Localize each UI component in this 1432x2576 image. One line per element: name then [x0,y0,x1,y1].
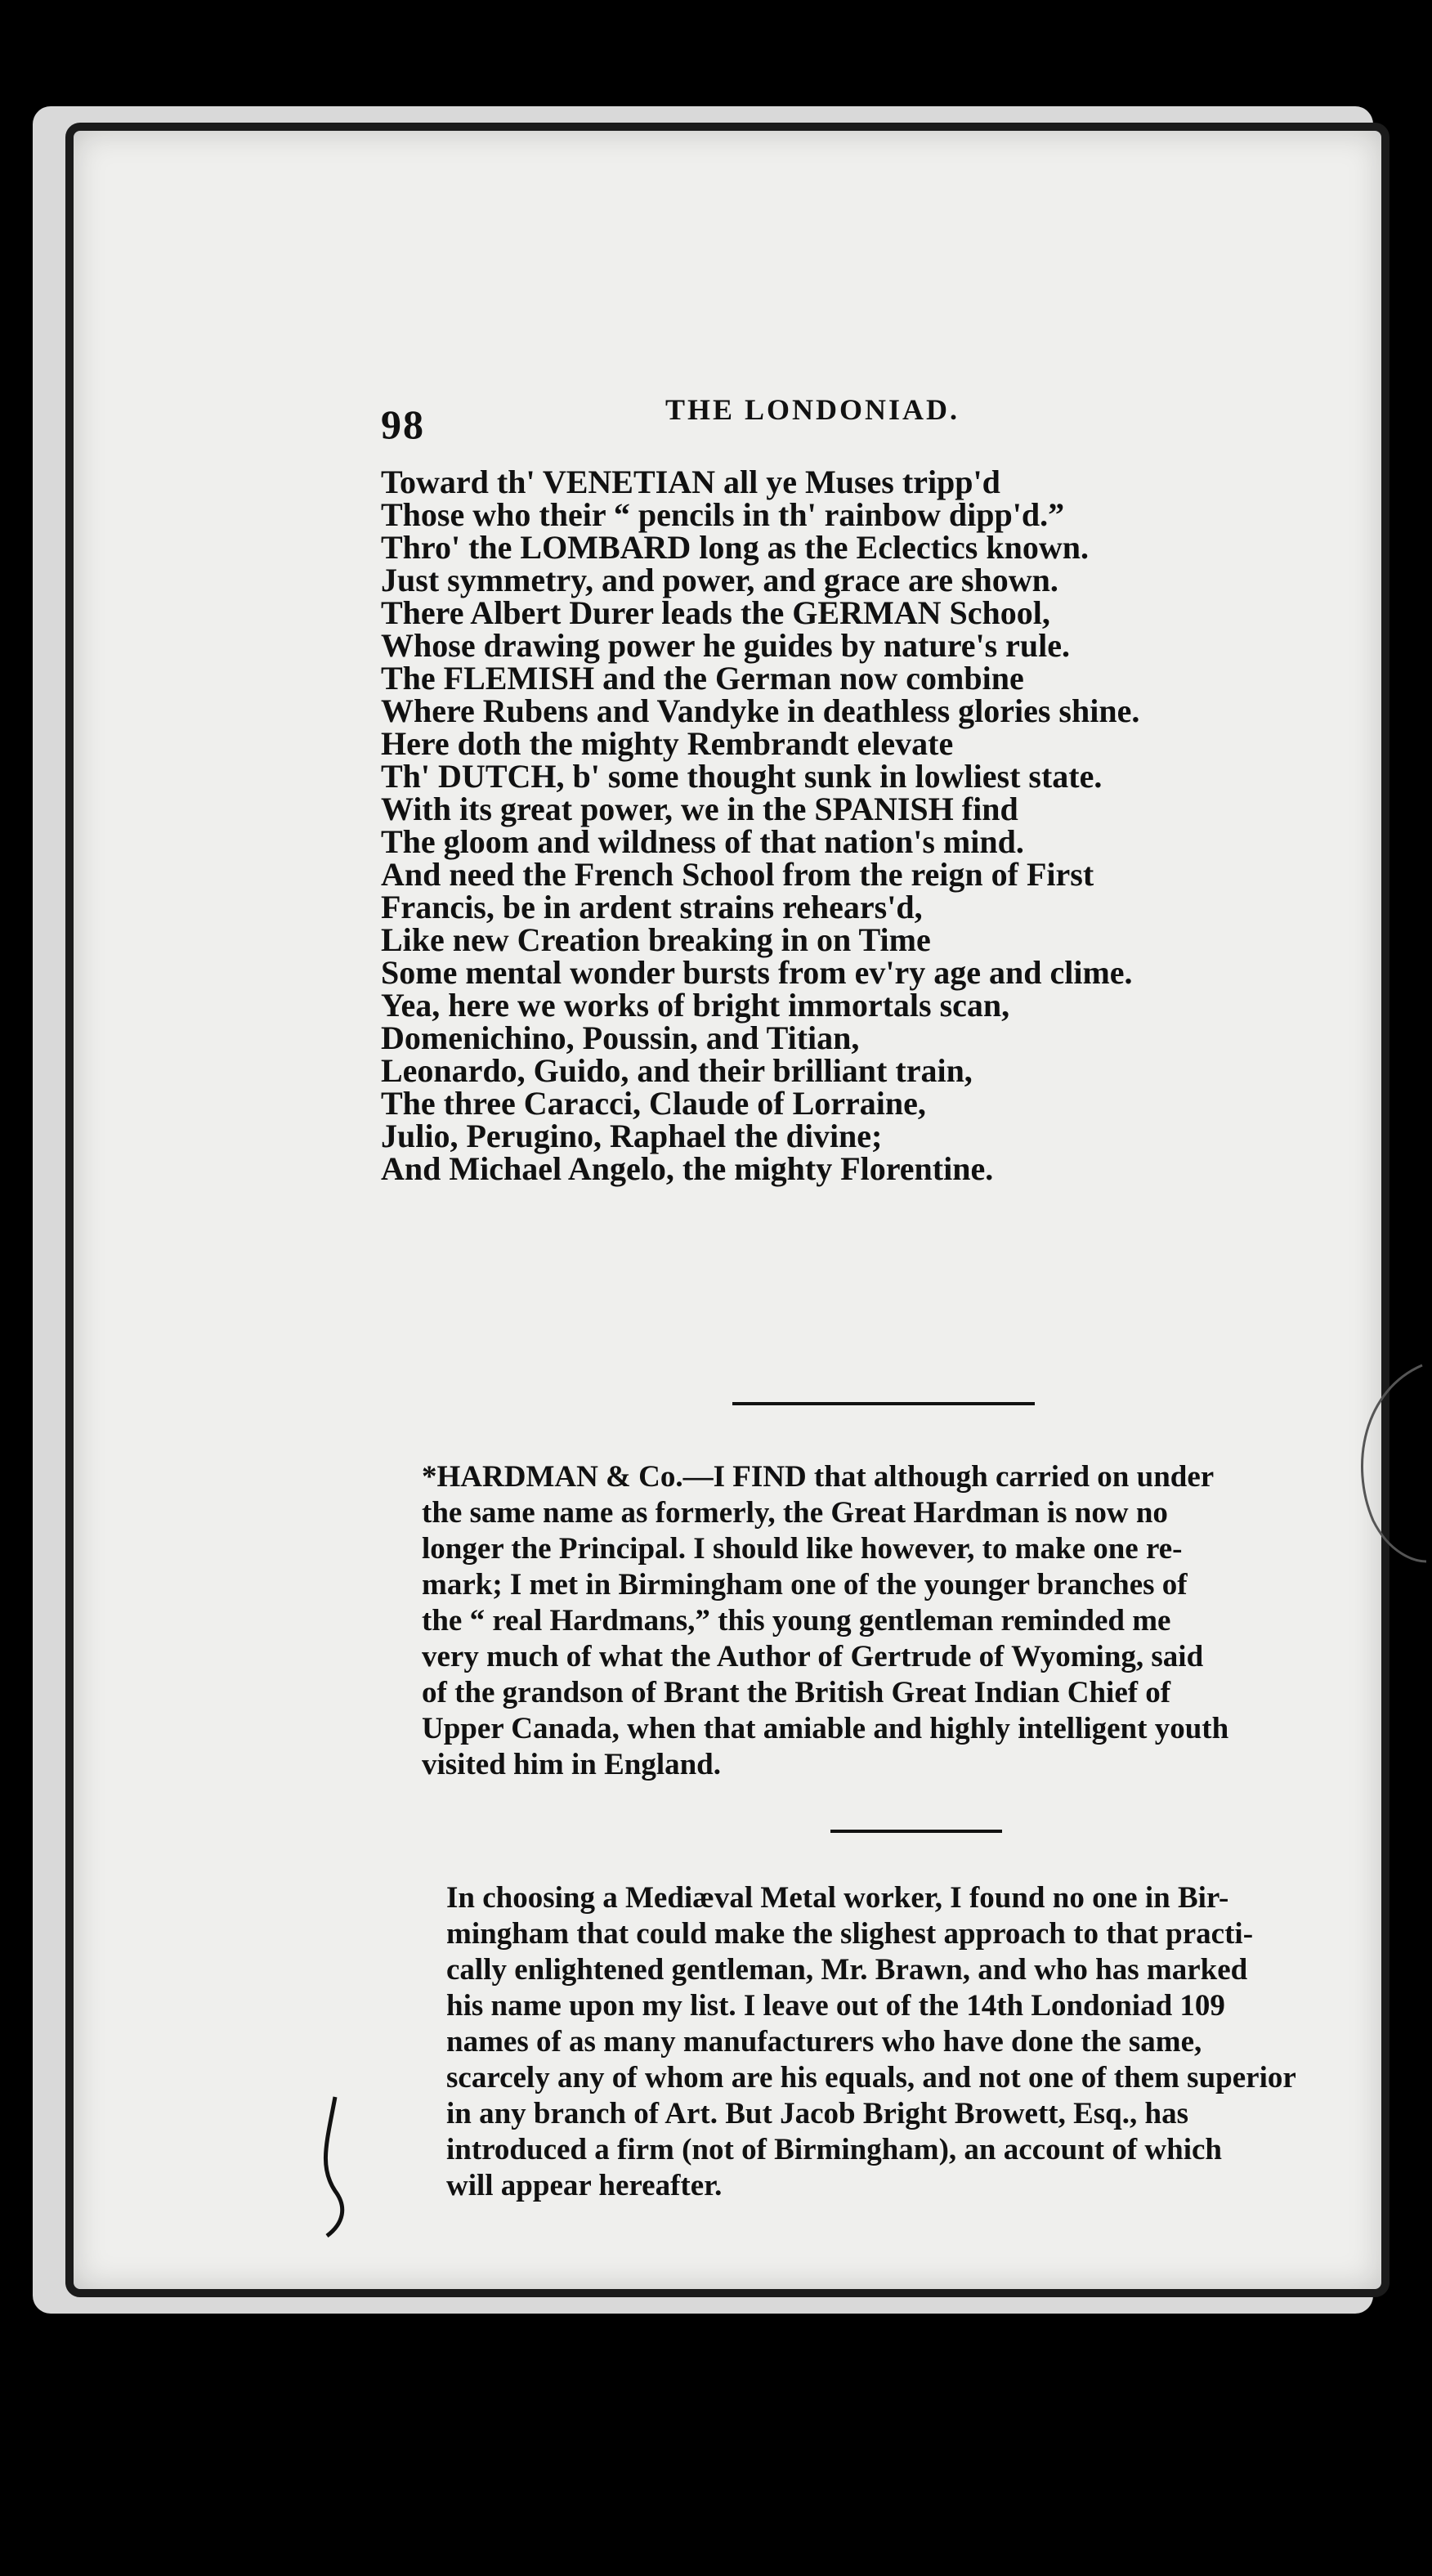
note-line: the same name as formerly, the Great Hardman is now no [422,1496,1168,1530]
poem-line: Francis, be in ardent strains rehears'd, [381,889,923,925]
poem-line: The FLEMISH and the German now combine [381,660,1024,697]
note-line: Upper Canada, when that amiable and highly intelligent youth [422,1712,1229,1745]
note-line: the “ real Hardmans,” this young gentleman reminded me [422,1604,1171,1637]
poem-line: And need the French School from the reign of First [381,856,1094,893]
page-header [307,384,1370,447]
poem-line: Just symmetry, and power, and grace are shown. [381,562,1058,598]
poem-line: Yea, here we works of bright immortals scan, [381,987,1010,1024]
poem-line: Here doth the mighty Rembrandt elevate [381,725,954,762]
poem-line: Like new Creation breaking in on Time [381,921,931,958]
note-line: longer the Principal. I should like however, to make one re- [422,1532,1183,1566]
book-page [65,123,1389,2297]
poem-line: Toward th' VENETIAN all ye Muses tripp'd [381,464,1000,500]
note-line: introduced a firm (not of Birmingham), an account of which [446,2133,1222,2166]
note-line: will appear hereafter. [446,2169,723,2202]
note-line: of the grandson of Brant the British Great Indian Chief of [422,1676,1171,1709]
section-divider [732,1402,1035,1405]
poem-line: Some mental wonder bursts from ev'ry age and clime. [381,954,1133,991]
pencil-squiggle-icon [311,2093,376,2240]
poem-line: Thro' the LOMBARD long as the Eclectics known. [381,529,1089,566]
page-number: 98 [381,401,425,447]
section-divider [830,1830,1002,1833]
poem-line: With its great power, we in the SPANISH find [381,791,1018,827]
metal-worker-note [446,1880,1354,2204]
poem-line: Julio, Perugino, Raphael the divine; [381,1118,883,1154]
hardman-note [422,1459,1337,1783]
note-line: his name upon my list. I leave out of the 14th Londoniad 109 [446,1989,1225,2023]
note-line: In choosing a Mediæval Metal worker, I found no one in Bir- [446,1881,1229,1915]
note-line: *HARDMAN & Co.—I FIND that although carried on under [422,1460,1215,1494]
poem-line: Th' DUTCH, b' some thought sunk in lowliest state. [381,758,1103,795]
note-line: mark; I met in Birmingham one of the younger branches of [422,1568,1188,1602]
poem-line: Whose drawing power he guides by nature's rule. [381,627,1071,664]
poem [381,466,1432,1185]
poem-line: Where Rubens and Vandyke in deathless glories shine. [381,692,1140,729]
note-line: visited him in England. [422,1748,722,1781]
note-line: scarcely any of whom are his equals, and not one of them superior [446,2061,1296,2094]
running-title: THE LONDONIAD. [665,393,960,426]
pencil-arc-icon [1340,1357,1430,1570]
page-content [307,384,1370,2202]
poem-line: Leonardo, Guido, and their brilliant train, [381,1052,973,1089]
note-line: cally enlightened gentleman, Mr. Brawn, and who has marked [446,1953,1248,1987]
poem-line: Those who their “ pencils in th' rainbow dipp'd.” [381,496,1065,533]
note-line: names of as many manufacturers who have done the same, [446,2025,1202,2059]
poem-line: There Albert Durer leads the GERMAN School, [381,594,1050,631]
note-line: mingham that could make the slighest approach to that practi- [446,1917,1254,1951]
poem-line: The gloom and wildness of that nation's mind. [381,823,1024,860]
note-line: very much of what the Author of Gertrude of Wyoming, said [422,1640,1204,1673]
note-line: in any branch of Art. But Jacob Bright Browett, Esq., has [446,2097,1188,2130]
poem-line: The three Caracci, Claude of Lorraine, [381,1085,926,1122]
poem-line: Domenichino, Poussin, and Titian, [381,1019,860,1056]
poem-line: And Michael Angelo, the mighty Florentine. [381,1150,994,1187]
